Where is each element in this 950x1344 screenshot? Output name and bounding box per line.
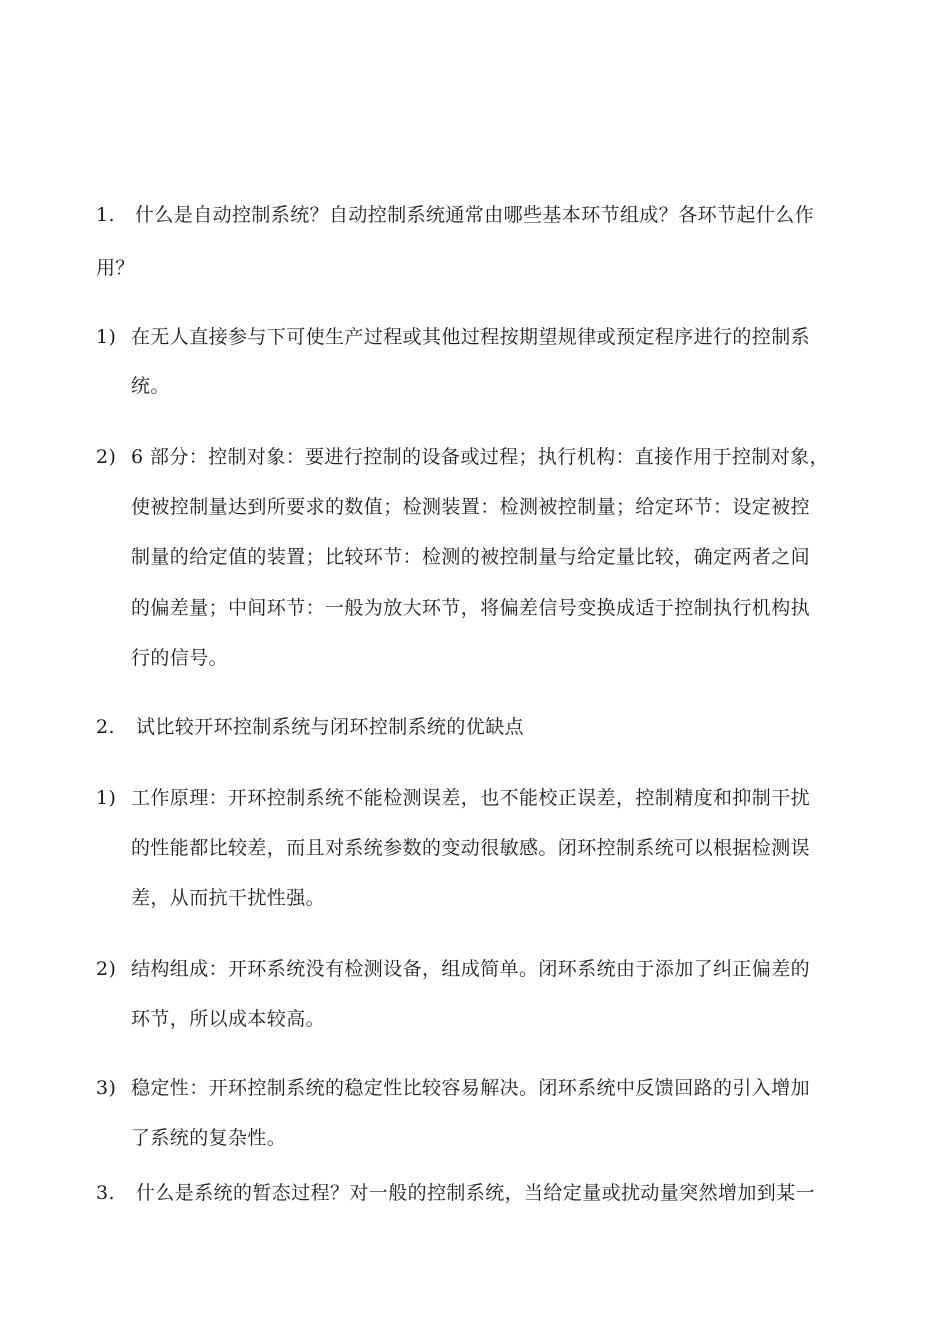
answer-continuation — [131, 1126, 286, 1150]
question-text: 用？ — [96, 257, 135, 279]
answer-number: 3) — [96, 1077, 117, 1099]
answer-text: 结构组成：开环系统没有检测设备，组成简单。闭环系统由于添加了纠正偏差的 — [131, 958, 811, 980]
answer-continuation — [131, 836, 810, 860]
answer-continuation — [131, 545, 810, 569]
question-number: 1. — [96, 204, 115, 226]
answer-text: 的性能都比较差，而且对系统参数的变动很敏感。闭环控制系统可以根据检测误 — [131, 837, 811, 859]
question-1-continuation — [96, 256, 135, 280]
answer-number: 1) — [96, 326, 117, 348]
answer-continuation — [131, 495, 810, 519]
question-text: 什么是自动控制系统？自动控制系统通常由哪些基本环节组成？各环节起什么作 — [135, 204, 815, 226]
question-number: 3. — [96, 1182, 115, 1204]
answer-text: 差，从而抗干扰性强。 — [131, 887, 326, 909]
answer-text: 稳定性：开环控制系统的稳定性比较容易解决。闭环系统中反馈回路的引入增加 — [131, 1077, 811, 1099]
answer-number: 2) — [96, 958, 117, 980]
answer-text: 了系统的复杂性。 — [131, 1127, 287, 1149]
answer-text: 在无人直接参与下可使生产过程或其他过程按期望规律或预定程序进行的控制系 — [131, 326, 811, 348]
answer-continuation — [131, 374, 170, 398]
answer-text: 的偏差量；中间环节：一般为放大环节，将偏差信号变换成适于控制执行机构执 — [131, 597, 811, 619]
answer-text: 制量的给定值的装置；比较环节：检测的被控制量与给定量比较，确定两者之间 — [131, 546, 811, 568]
answer-continuation — [131, 646, 228, 670]
answer-text: 行的信号。 — [131, 647, 229, 669]
answer-continuation — [131, 596, 810, 620]
answer-continuation — [131, 886, 325, 910]
answer-continuation — [131, 1007, 325, 1031]
answer-text: 6 部分：控制对象：要进行控制的设备或过程；执行机构：直接作用于控制对象， — [131, 446, 829, 468]
question-number: 2. — [96, 716, 115, 738]
question-text: 什么是系统的暂态过程？对一般的控制系统，当给定量或扰动量突然增加到某一 — [136, 1182, 816, 1204]
question-text: 试比较开环控制系统与闭环控制系统的优缺点 — [136, 716, 525, 738]
answer-text: 使被控制量达到所要求的数值；检测装置：检测被控制量；给定环节：设定被控 — [131, 496, 811, 518]
answer-number: 1) — [96, 787, 117, 809]
answer-text: 工作原理：开环控制系统不能检测误差，也不能校正误差，控制精度和抑制干扰 — [131, 787, 811, 809]
answer-text: 环节，所以成本较高。 — [131, 1008, 326, 1030]
answer-text: 统。 — [131, 375, 170, 397]
answer-number: 2) — [96, 446, 117, 468]
